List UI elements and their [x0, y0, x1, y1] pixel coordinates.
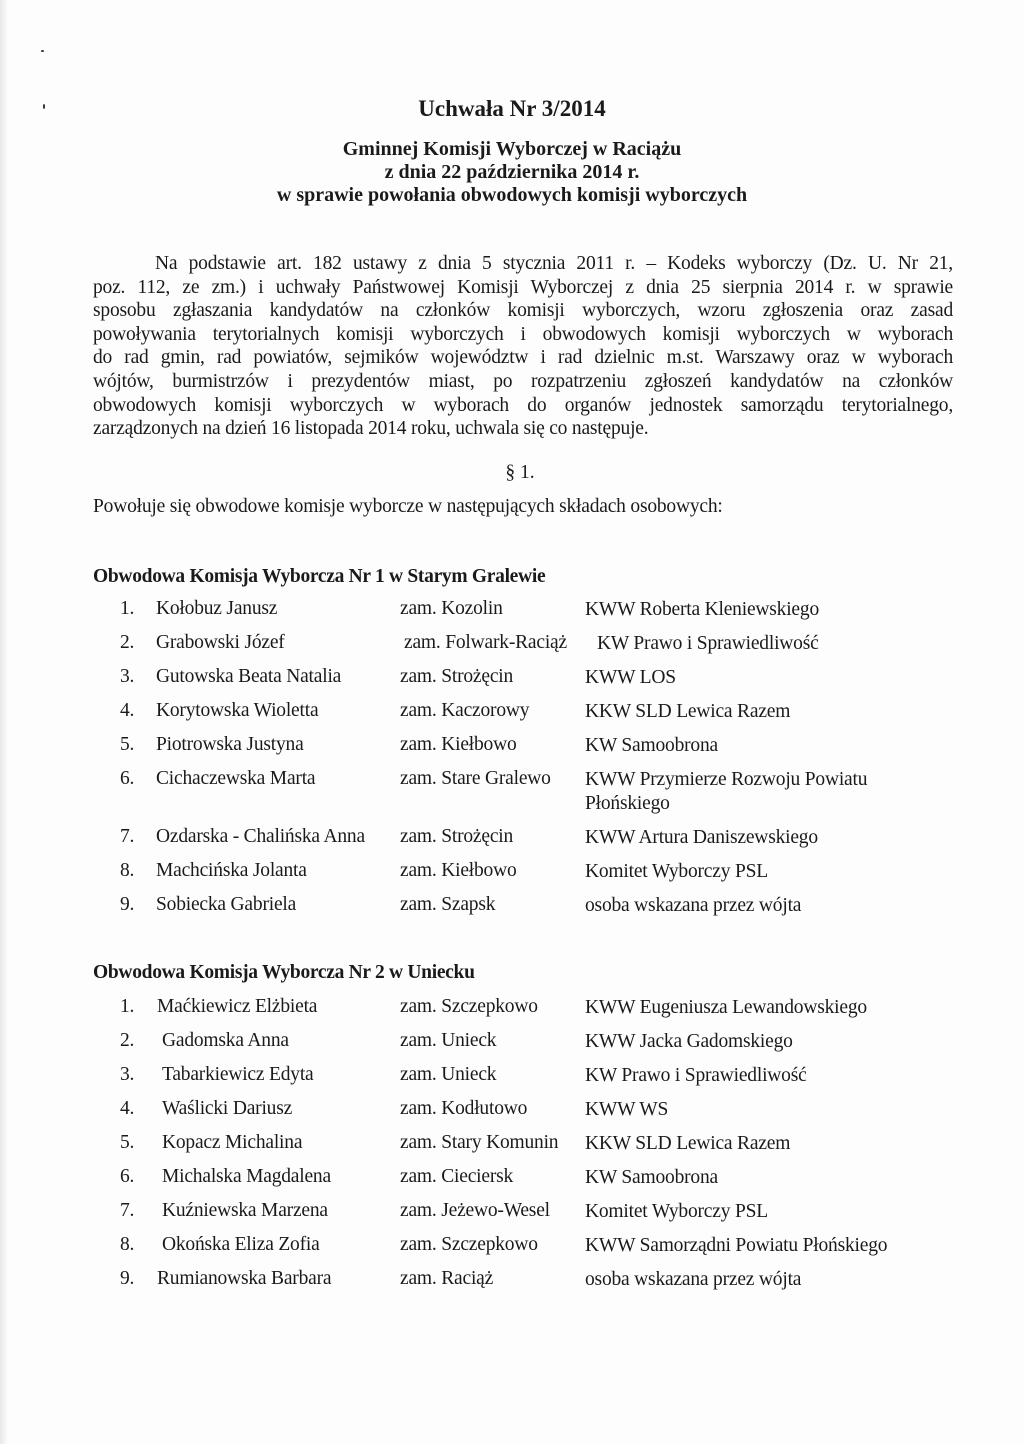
member-number: 7.	[120, 826, 135, 847]
subtitle-line: Gminnej Komisji Wyborczej w Raciążu	[342, 138, 682, 160]
member-address: zam. Folwark-Raciąż	[404, 632, 567, 653]
committee-title: Obwodowa Komisja Wyborcza Nr 1 w Starym Gralewie	[93, 566, 546, 587]
member-number: 7.	[120, 1200, 135, 1221]
member-address: zam. Cieciersk	[400, 1166, 514, 1187]
member-address: zam. Jeżewo-Wesel	[400, 1200, 550, 1221]
member-address: zam. Raciąż	[400, 1268, 494, 1289]
member-committee: KKW SLD Lewica Razem	[585, 701, 791, 722]
member-address: zam. Kiełbowo	[400, 860, 517, 881]
preamble-line: poz. 112, ze zm.) i uchwały Państwowej Komisji Wyborczej z dnia 25 sierpnia 2014 r. w sprawie	[93, 276, 953, 298]
member-row	[0, 894, 1024, 918]
member-name: Maćkiewicz Elżbieta	[157, 996, 318, 1017]
member-committee-line: KWW Przymierze Rozwoju Powiatu	[585, 769, 868, 790]
member-row	[0, 768, 1024, 816]
document-subtitle	[0, 138, 1024, 207]
member-row	[0, 1064, 1024, 1088]
member-committee: osoba wskazana przez wójta	[585, 1269, 802, 1290]
member-committee: KW Samoobrona	[585, 1167, 718, 1188]
member-name: Michalska Magdalena	[162, 1166, 331, 1187]
member-address: zam. Strożęcin	[400, 666, 514, 687]
member-committee: KWW Jacka Gadomskiego	[585, 1031, 793, 1052]
preamble-line: Na podstawie art. 182 ustawy z dnia 5 stycznia 2011 r. – Kodeks wyborczy (Dz. U. Nr 21,	[155, 253, 953, 274]
section-mark: § 1.	[505, 462, 535, 483]
member-name: Grabowski Józef	[156, 632, 285, 653]
member-number: 6.	[120, 768, 135, 789]
preamble-line: do rad gmin, rad powiatów, sejmików województw i rad dzielnic m.st. Warszawy oraz w wyborach	[93, 347, 953, 369]
member-committee: KW Prawo i Sprawiedliwość	[585, 1065, 807, 1086]
preamble-paragraph	[93, 252, 953, 441]
member-address: zam. Strożęcin	[400, 826, 514, 847]
member-row	[0, 1200, 1024, 1224]
member-row	[0, 826, 1024, 850]
member-name: Kołobuz Janusz	[156, 598, 278, 619]
member-number: 8.	[120, 860, 135, 881]
subtitle-line: z dnia 22 października 2014 r.	[384, 161, 640, 183]
member-row	[0, 1030, 1024, 1054]
member-name: Piotrowska Justyna	[156, 734, 304, 755]
member-number: 5.	[120, 734, 135, 755]
member-address: zam. Szczepkowo	[400, 996, 538, 1017]
member-row	[0, 996, 1024, 1020]
member-name: Kuźniewska Marzena	[162, 1200, 328, 1221]
member-row	[0, 1098, 1024, 1122]
preamble-line: sposobu zgłaszania kandydatów na członków komisji wyborczych, wzoru zgłoszenia oraz zasad	[93, 300, 953, 322]
subtitle-line: w sprawie powołania obwodowych komisji wyborczych	[276, 184, 748, 206]
member-committee: KWW Artura Daniszewskiego	[585, 827, 818, 848]
member-row	[0, 598, 1024, 622]
member-name: Gadomska Anna	[162, 1030, 289, 1051]
member-committee: osoba wskazana przez wójta	[585, 895, 802, 916]
member-committee: KKW SLD Lewica Razem	[585, 1133, 791, 1154]
member-row	[0, 700, 1024, 724]
member-number: 5.	[120, 1132, 135, 1153]
member-address: zam. Szapsk	[400, 894, 496, 915]
member-number: 4.	[120, 700, 135, 721]
preamble-line: obwodowych komisji wyborczych w wyborach do organów jednostek samorządu terytorialnego,	[93, 394, 953, 416]
member-address: zam. Stary Komunin	[400, 1132, 559, 1153]
member-name: Tabarkiewicz Edyta	[162, 1064, 314, 1085]
member-committee: KWW WS	[585, 1099, 669, 1120]
member-number: 9.	[120, 1268, 135, 1289]
member-name: Rumianowska Barbara	[157, 1268, 332, 1289]
member-committee: KW Prawo i Sprawiedliwość	[597, 633, 819, 654]
member-address: zam. Kodłutowo	[400, 1098, 528, 1119]
member-address: zam. Kaczorowy	[400, 700, 530, 721]
member-number: 2.	[120, 632, 135, 653]
intro-sentence: Powołuje się obwodowe komisje wyborcze w następujących składach osobowych:	[93, 496, 723, 517]
member-committee: Komitet Wyborczy PSL	[585, 1201, 768, 1222]
member-row	[0, 1132, 1024, 1156]
member-committee: KWW LOS	[585, 667, 676, 688]
member-row	[0, 1234, 1024, 1258]
member-name: Machcińska Jolanta	[156, 860, 307, 881]
member-number: 3.	[120, 1064, 135, 1085]
member-address: zam. Kozolin	[400, 598, 503, 619]
member-name: Okońska Eliza Zofia	[162, 1234, 320, 1255]
member-number: 3.	[120, 666, 135, 687]
member-committee: KW Samoobrona	[585, 735, 718, 756]
member-address: zam. Kiełbowo	[400, 734, 517, 755]
member-row	[0, 1166, 1024, 1190]
member-number: 4.	[120, 1098, 135, 1119]
member-committee-line: Płońskiego	[585, 793, 670, 814]
member-row	[0, 632, 1024, 656]
member-address: zam. Unieck	[400, 1064, 497, 1085]
member-number: 1.	[120, 598, 135, 619]
member-address: zam. Unieck	[400, 1030, 497, 1051]
committee-title: Obwodowa Komisja Wyborcza Nr 2 w Uniecku	[93, 962, 475, 983]
member-row	[0, 734, 1024, 758]
preamble-line: wójtów, burmistrzów i prezydentów miast, po rozpatrzeniu zgłoszeń kandydatów na członków	[93, 370, 953, 392]
member-committee	[585, 768, 867, 816]
member-committee: KWW Eugeniusza Lewandowskiego	[585, 997, 867, 1018]
member-name: Cichaczewska Marta	[156, 768, 316, 789]
member-address: zam. Stare Gralewo	[400, 768, 551, 789]
member-name: Gutowska Beata Natalia	[156, 666, 342, 687]
member-number: 9.	[120, 894, 135, 915]
member-name: Ozdarska - Chalińska Anna	[156, 826, 365, 847]
member-address: zam. Szczepkowo	[400, 1234, 538, 1255]
scan-speck	[41, 50, 44, 52]
member-number: 6.	[120, 1166, 135, 1187]
member-committee: Komitet Wyborczy PSL	[585, 861, 768, 882]
member-row	[0, 860, 1024, 884]
member-name: Korytowska Wioletta	[156, 700, 319, 721]
member-committee: KWW Roberta Kleniewskiego	[585, 599, 819, 620]
member-name: Sobiecka Gabriela	[156, 894, 297, 915]
member-name: Waślicki Dariusz	[162, 1098, 293, 1119]
member-number: 1.	[120, 996, 135, 1017]
preamble-line: powoływania terytorialnych komisji wyborczych i obwodowych komisji wyborczych w wyborach	[93, 323, 953, 345]
member-name: Kopacz Michalina	[162, 1132, 303, 1153]
member-number: 2.	[120, 1030, 135, 1051]
member-row	[0, 1268, 1024, 1292]
preamble-line: zarządzonych na dzień 16 listopada 2014 roku, uchwala się co następuje.	[93, 418, 649, 440]
document-title: Uchwała Nr 3/2014	[418, 96, 606, 121]
member-committee: KWW Samorządni Powiatu Płońskiego	[585, 1235, 888, 1256]
member-number: 8.	[120, 1234, 135, 1255]
member-row	[0, 666, 1024, 690]
